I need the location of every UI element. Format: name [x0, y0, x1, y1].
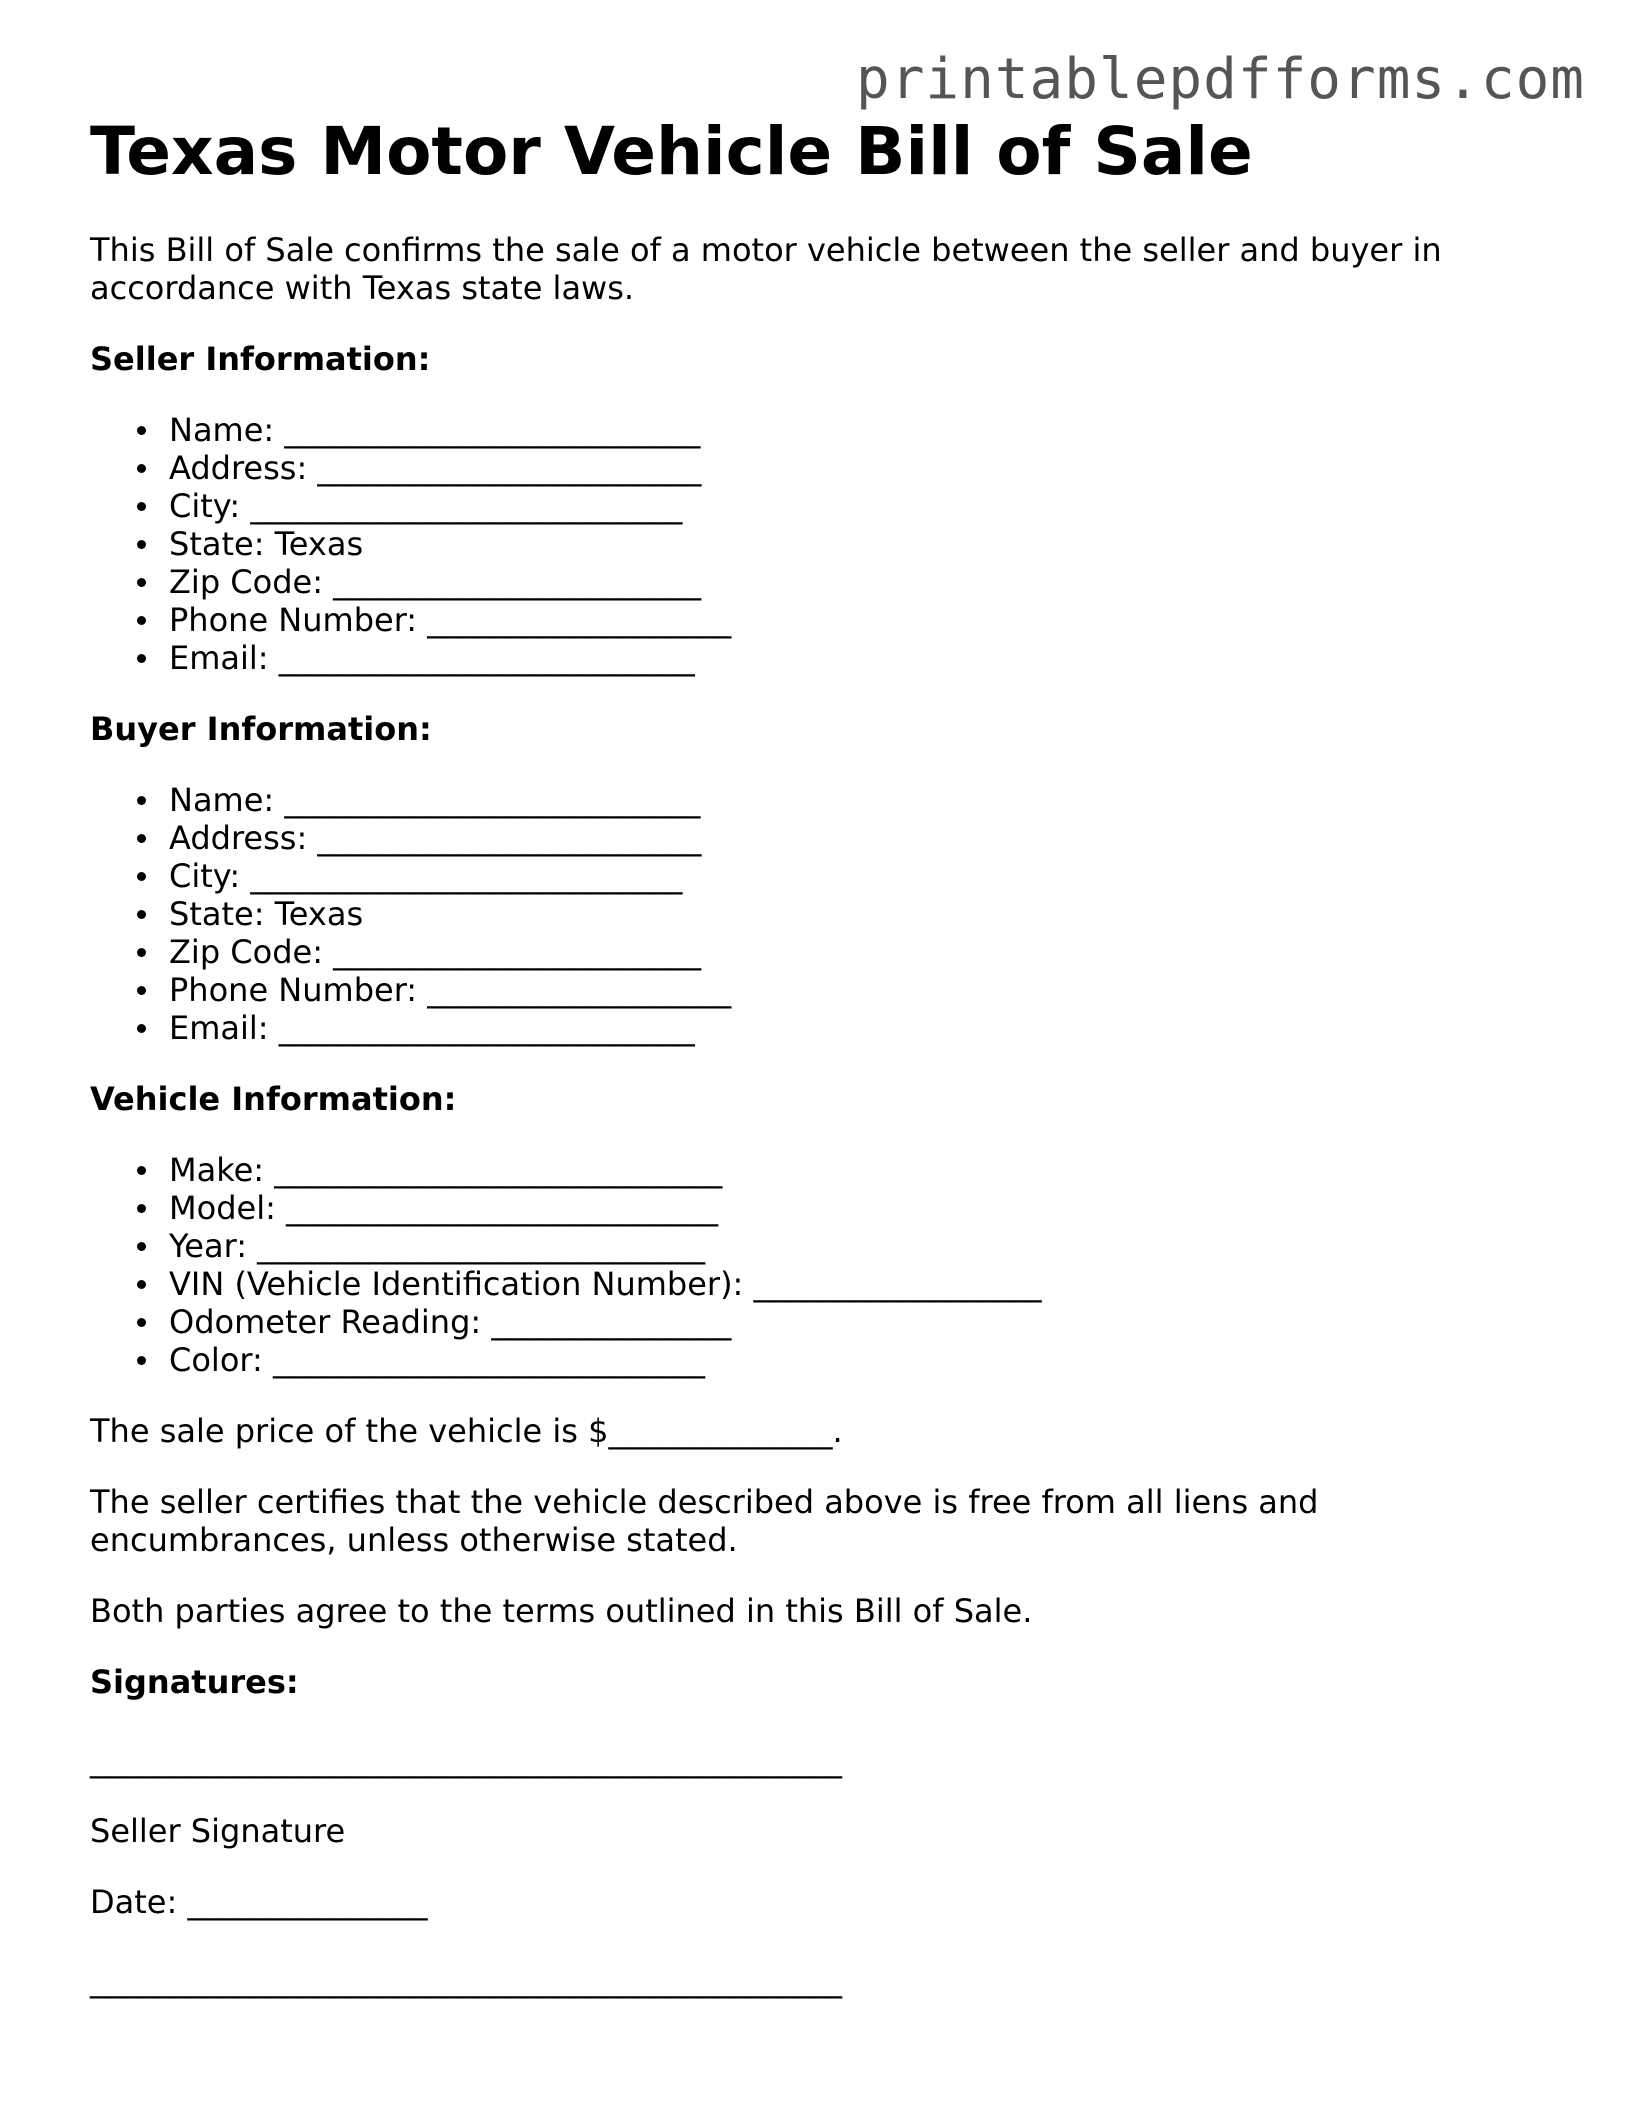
buyer-heading: Buyer Information: — [90, 710, 432, 749]
vehicle-heading: Vehicle Information: — [90, 1080, 457, 1119]
buyer-state-field: State: Texas — [169, 895, 1550, 933]
buyer-phone-field[interactable]: Phone Number: ___________________ — [169, 971, 1550, 1009]
document-title: Texas Motor Vehicle Bill of Sale — [90, 113, 1253, 190]
buyer-email-field[interactable]: Email: __________________________ — [169, 1009, 1550, 1047]
seller-fields-list — [90, 411, 1550, 677]
vehicle-odometer-field[interactable]: Odometer Reading: _______________ — [169, 1303, 1550, 1341]
seller-address-field[interactable]: Address: ________________________ — [169, 449, 1550, 487]
buyer-address-field[interactable]: Address: ________________________ — [169, 819, 1550, 857]
sale-price-field[interactable]: The sale price of the vehicle is $______________. — [90, 1412, 843, 1451]
vehicle-vin-field[interactable]: VIN (Vehicle Identification Number): __________________ — [169, 1265, 1550, 1303]
seller-signature-line[interactable]: _______________________________________________ — [90, 1741, 842, 1780]
buyer-zip-field[interactable]: Zip Code: _______________________ — [169, 933, 1550, 971]
seller-state-field: State: Texas — [169, 525, 1550, 563]
vehicle-fields-list — [90, 1151, 1550, 1379]
seller-heading: Seller Information: — [90, 340, 431, 379]
buyer-city-field[interactable]: City: ___________________________ — [169, 857, 1550, 895]
vehicle-make-field[interactable]: Make: ____________________________ — [169, 1151, 1550, 1189]
vehicle-color-field[interactable]: Color: ___________________________ — [169, 1341, 1550, 1379]
buyer-signature-line[interactable]: _______________________________________________ — [90, 1961, 842, 2000]
watermark-text: printablepdfforms.com — [855, 47, 1585, 112]
seller-zip-field[interactable]: Zip Code: _______________________ — [169, 563, 1550, 601]
vehicle-model-field[interactable]: Model: ___________________________ — [169, 1189, 1550, 1227]
document-page — [90, 112, 1550, 1999]
seller-email-field[interactable]: Email: __________________________ — [169, 639, 1550, 677]
vehicle-year-field[interactable]: Year: ____________________________ — [169, 1227, 1550, 1265]
seller-phone-field[interactable]: Phone Number: ___________________ — [169, 601, 1550, 639]
seller-signature-label: Seller Signature — [90, 1812, 346, 1851]
seller-date-field[interactable]: Date: _______________ — [90, 1883, 428, 1922]
lien-statement: The seller certifies that the vehicle described above is free from all liens and encumbrances, unless otherwise stated. — [90, 1483, 1319, 1560]
signatures-heading: Signatures: — [90, 1663, 299, 1702]
seller-name-field[interactable]: Name: __________________________ — [169, 411, 1550, 449]
agreement-statement: Both parties agree to the terms outlined in this Bill of Sale. — [90, 1592, 1033, 1631]
buyer-name-field[interactable]: Name: __________________________ — [169, 781, 1550, 819]
seller-city-field[interactable]: City: ___________________________ — [169, 487, 1550, 525]
buyer-fields-list — [90, 781, 1550, 1047]
intro-paragraph: This Bill of Sale confirms the sale of a motor vehicle between the seller and buyer in accordance with Texas state laws. — [90, 231, 1442, 308]
